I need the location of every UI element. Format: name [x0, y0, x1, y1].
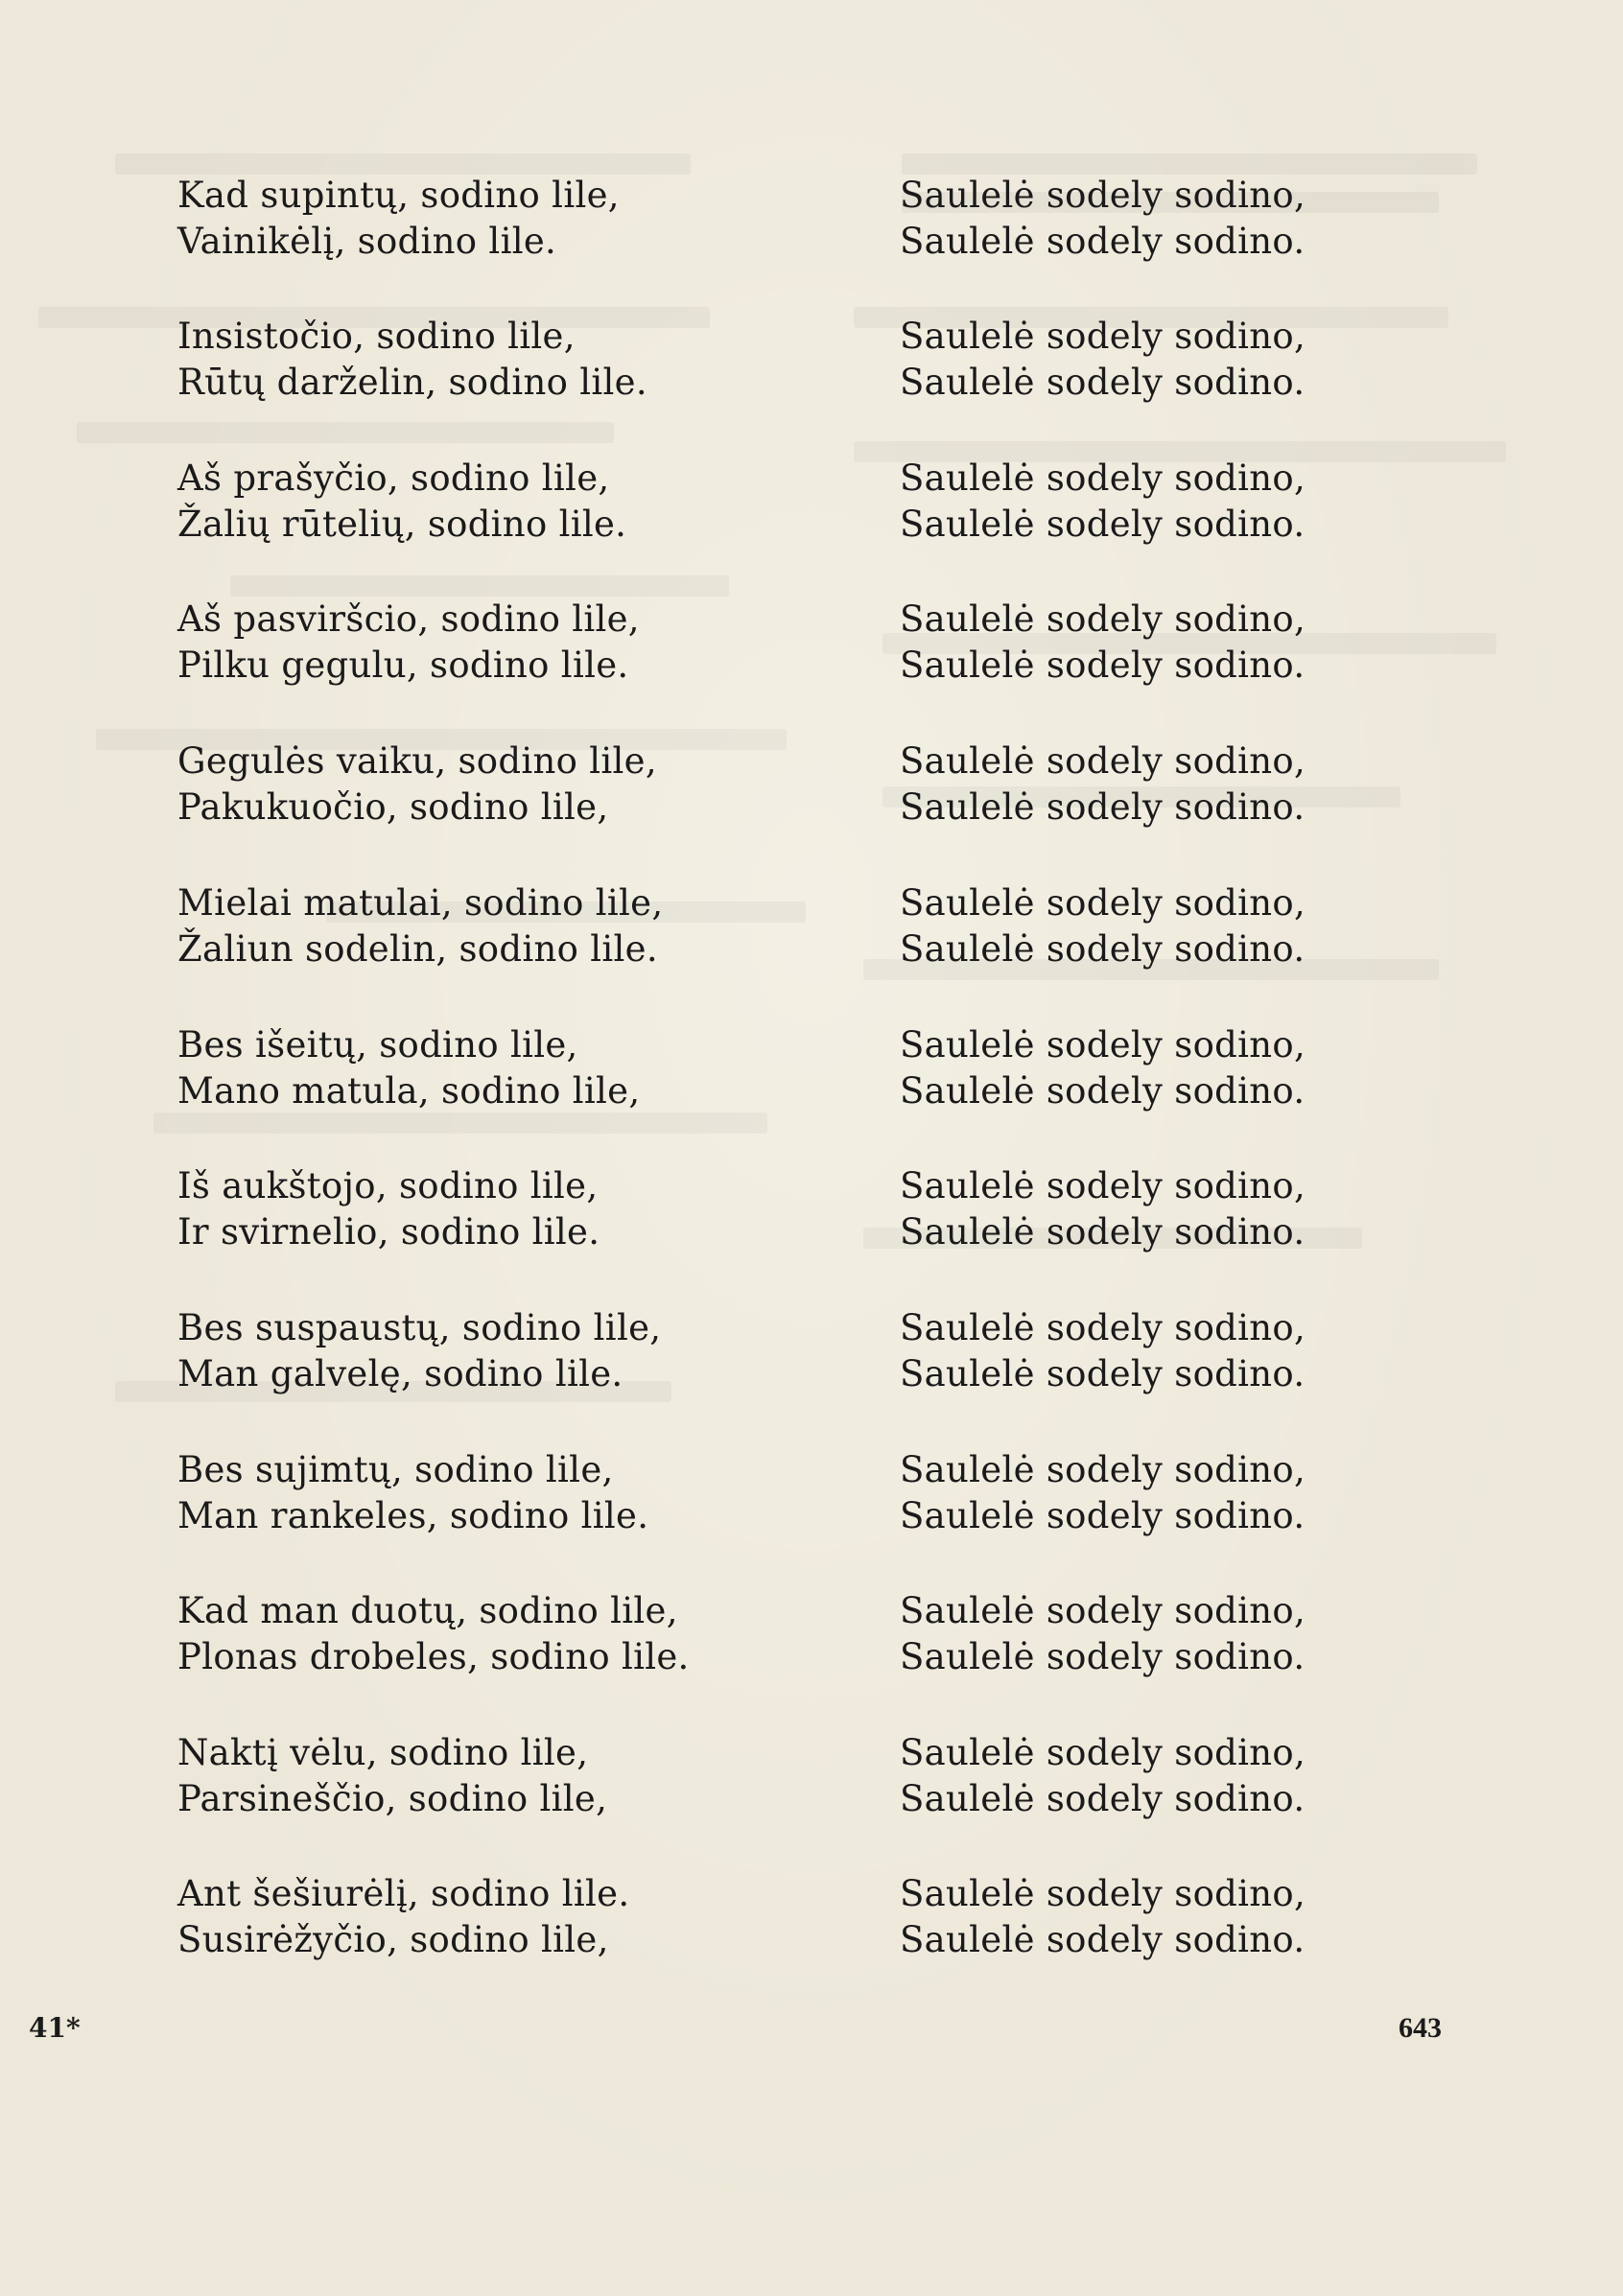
verse-line: Vainikėlį, sodino lile. [177, 221, 557, 262]
refrain-line: Saulelė sodely sodino. [900, 1919, 1305, 1960]
refrain-line: Saulelė sodely sodino. [900, 1636, 1305, 1677]
verse-line: Mielai matulai, sodino lile, [177, 882, 664, 924]
refrain-line: Saulelė sodely sodino. [900, 221, 1305, 262]
refrain-line: Saulelė sodely sodino, [900, 175, 1306, 216]
stanza-right-11 [900, 1588, 1399, 1680]
verse-line: Žalių rūtelių, sodino lile. [177, 504, 627, 545]
verse-line: Ant šešiurėlį, sodino lile. [177, 1873, 630, 1914]
refrain-line: Saulelė sodely sodino, [900, 1732, 1306, 1773]
stanza-left-8 [177, 1163, 772, 1255]
refrain-line: Saulelė sodely sodino, [900, 1873, 1306, 1914]
refrain-line: Saulelė sodely sodino, [900, 1024, 1306, 1066]
stanza-left-2 [177, 314, 772, 406]
stanza-right-4 [900, 597, 1399, 689]
refrain-line: Saulelė sodely sodino. [900, 1070, 1305, 1112]
refrain-line: Saulelė sodely sodino, [900, 316, 1306, 357]
refrain-line: Saulelė sodely sodino, [900, 598, 1306, 640]
refrain-line: Saulelė sodely sodino. [900, 1211, 1305, 1253]
stanza-right-8 [900, 1163, 1399, 1255]
verse-line: Ir svirnelio, sodino lile. [177, 1211, 600, 1253]
refrain-line: Saulelė sodely sodino. [900, 1778, 1305, 1819]
stanza-right-3 [900, 456, 1399, 548]
verse-line: Pakukuočio, sodino lile, [177, 786, 609, 828]
stanza-left-12 [177, 1730, 772, 1822]
stanza-right-6 [900, 880, 1399, 972]
verse-line: Bes sujimtų, sodino lile, [177, 1449, 614, 1490]
stanza-left-9 [177, 1305, 772, 1397]
verse-line: Man rankeles, sodino lile. [177, 1495, 649, 1536]
refrain-line: Saulelė sodely sodino. [900, 1495, 1305, 1536]
stanza-right-1 [900, 173, 1399, 265]
refrain-line: Saulelė sodely sodino. [900, 644, 1305, 686]
page-number: 643 [1399, 2012, 1442, 2044]
refrain-line: Saulelė sodely sodino, [900, 1307, 1306, 1348]
stanza-left-13 [177, 1871, 772, 1963]
verse-line: Man galvelę, sodino lile. [177, 1353, 623, 1394]
verse-line: Žaliun sodelin, sodino lile. [177, 928, 658, 970]
verse-line: Susirėžyčio, sodino lile, [177, 1919, 609, 1960]
verse-line: Mano matula, sodino lile, [177, 1070, 641, 1112]
stanza-left-11 [177, 1588, 772, 1680]
verse-line: Aš prašyčio, sodino lile, [177, 457, 610, 499]
stanza-right-10 [900, 1447, 1399, 1539]
verse-line: Gegulės vaiku, sodino lile, [177, 740, 657, 782]
refrain-line: Saulelė sodely sodino. [900, 928, 1305, 970]
stanza-right-12 [900, 1730, 1399, 1822]
stanza-left-1 [177, 173, 772, 265]
stanza-left-4 [177, 597, 772, 689]
verse-line: Kad supintų, sodino lile, [177, 175, 620, 216]
refrain-line: Saulelė sodely sodino, [900, 1165, 1306, 1207]
refrain-line: Saulelė sodely sodino, [900, 1449, 1306, 1490]
stanza-right-9 [900, 1305, 1399, 1397]
verse-line: Pilku gegulu, sodino lile. [177, 644, 629, 686]
verse-line: Naktį vėlu, sodino lile, [177, 1732, 589, 1773]
refrain-line: Saulelė sodely sodino, [900, 457, 1306, 499]
verse-line: Iš aukštojo, sodino lile, [177, 1165, 599, 1207]
verse-line: Bes suspaustų, sodino lile, [177, 1307, 662, 1348]
verse-line: Kad man duotų, sodino lile, [177, 1590, 678, 1631]
verse-line: Bes išeitų, sodino lile, [177, 1024, 578, 1066]
stanza-left-5 [177, 738, 772, 831]
refrain-line: Saulelė sodely sodino. [900, 786, 1305, 828]
verse-line: Rūtų darželin, sodino lile. [177, 362, 647, 403]
refrain-line: Saulelė sodely sodino. [900, 362, 1305, 403]
refrain-line: Saulelė sodely sodino, [900, 740, 1306, 782]
stanza-right-7 [900, 1022, 1399, 1114]
refrain-line: Saulelė sodely sodino, [900, 882, 1306, 924]
signature-mark: 41* [29, 2012, 81, 2044]
stanza-left-7 [177, 1022, 772, 1114]
refrain-line: Saulelė sodely sodino. [900, 504, 1305, 545]
verse-line: Parsineščio, sodino lile, [177, 1778, 608, 1819]
refrain-line: Saulelė sodely sodino. [900, 1353, 1305, 1394]
stanza-right-2 [900, 314, 1399, 406]
stanza-left-3 [177, 456, 772, 548]
verse-line: Aš pasviršcio, sodino lile, [177, 598, 640, 640]
refrain-line: Saulelė sodely sodino, [900, 1590, 1306, 1631]
verse-line: Insistočio, sodino lile, [177, 316, 576, 357]
stanza-left-6 [177, 880, 772, 972]
stanza-left-10 [177, 1447, 772, 1539]
stanza-right-5 [900, 738, 1399, 831]
stanza-right-13 [900, 1871, 1399, 1963]
verse-line: Plonas drobeles, sodino lile. [177, 1636, 690, 1677]
